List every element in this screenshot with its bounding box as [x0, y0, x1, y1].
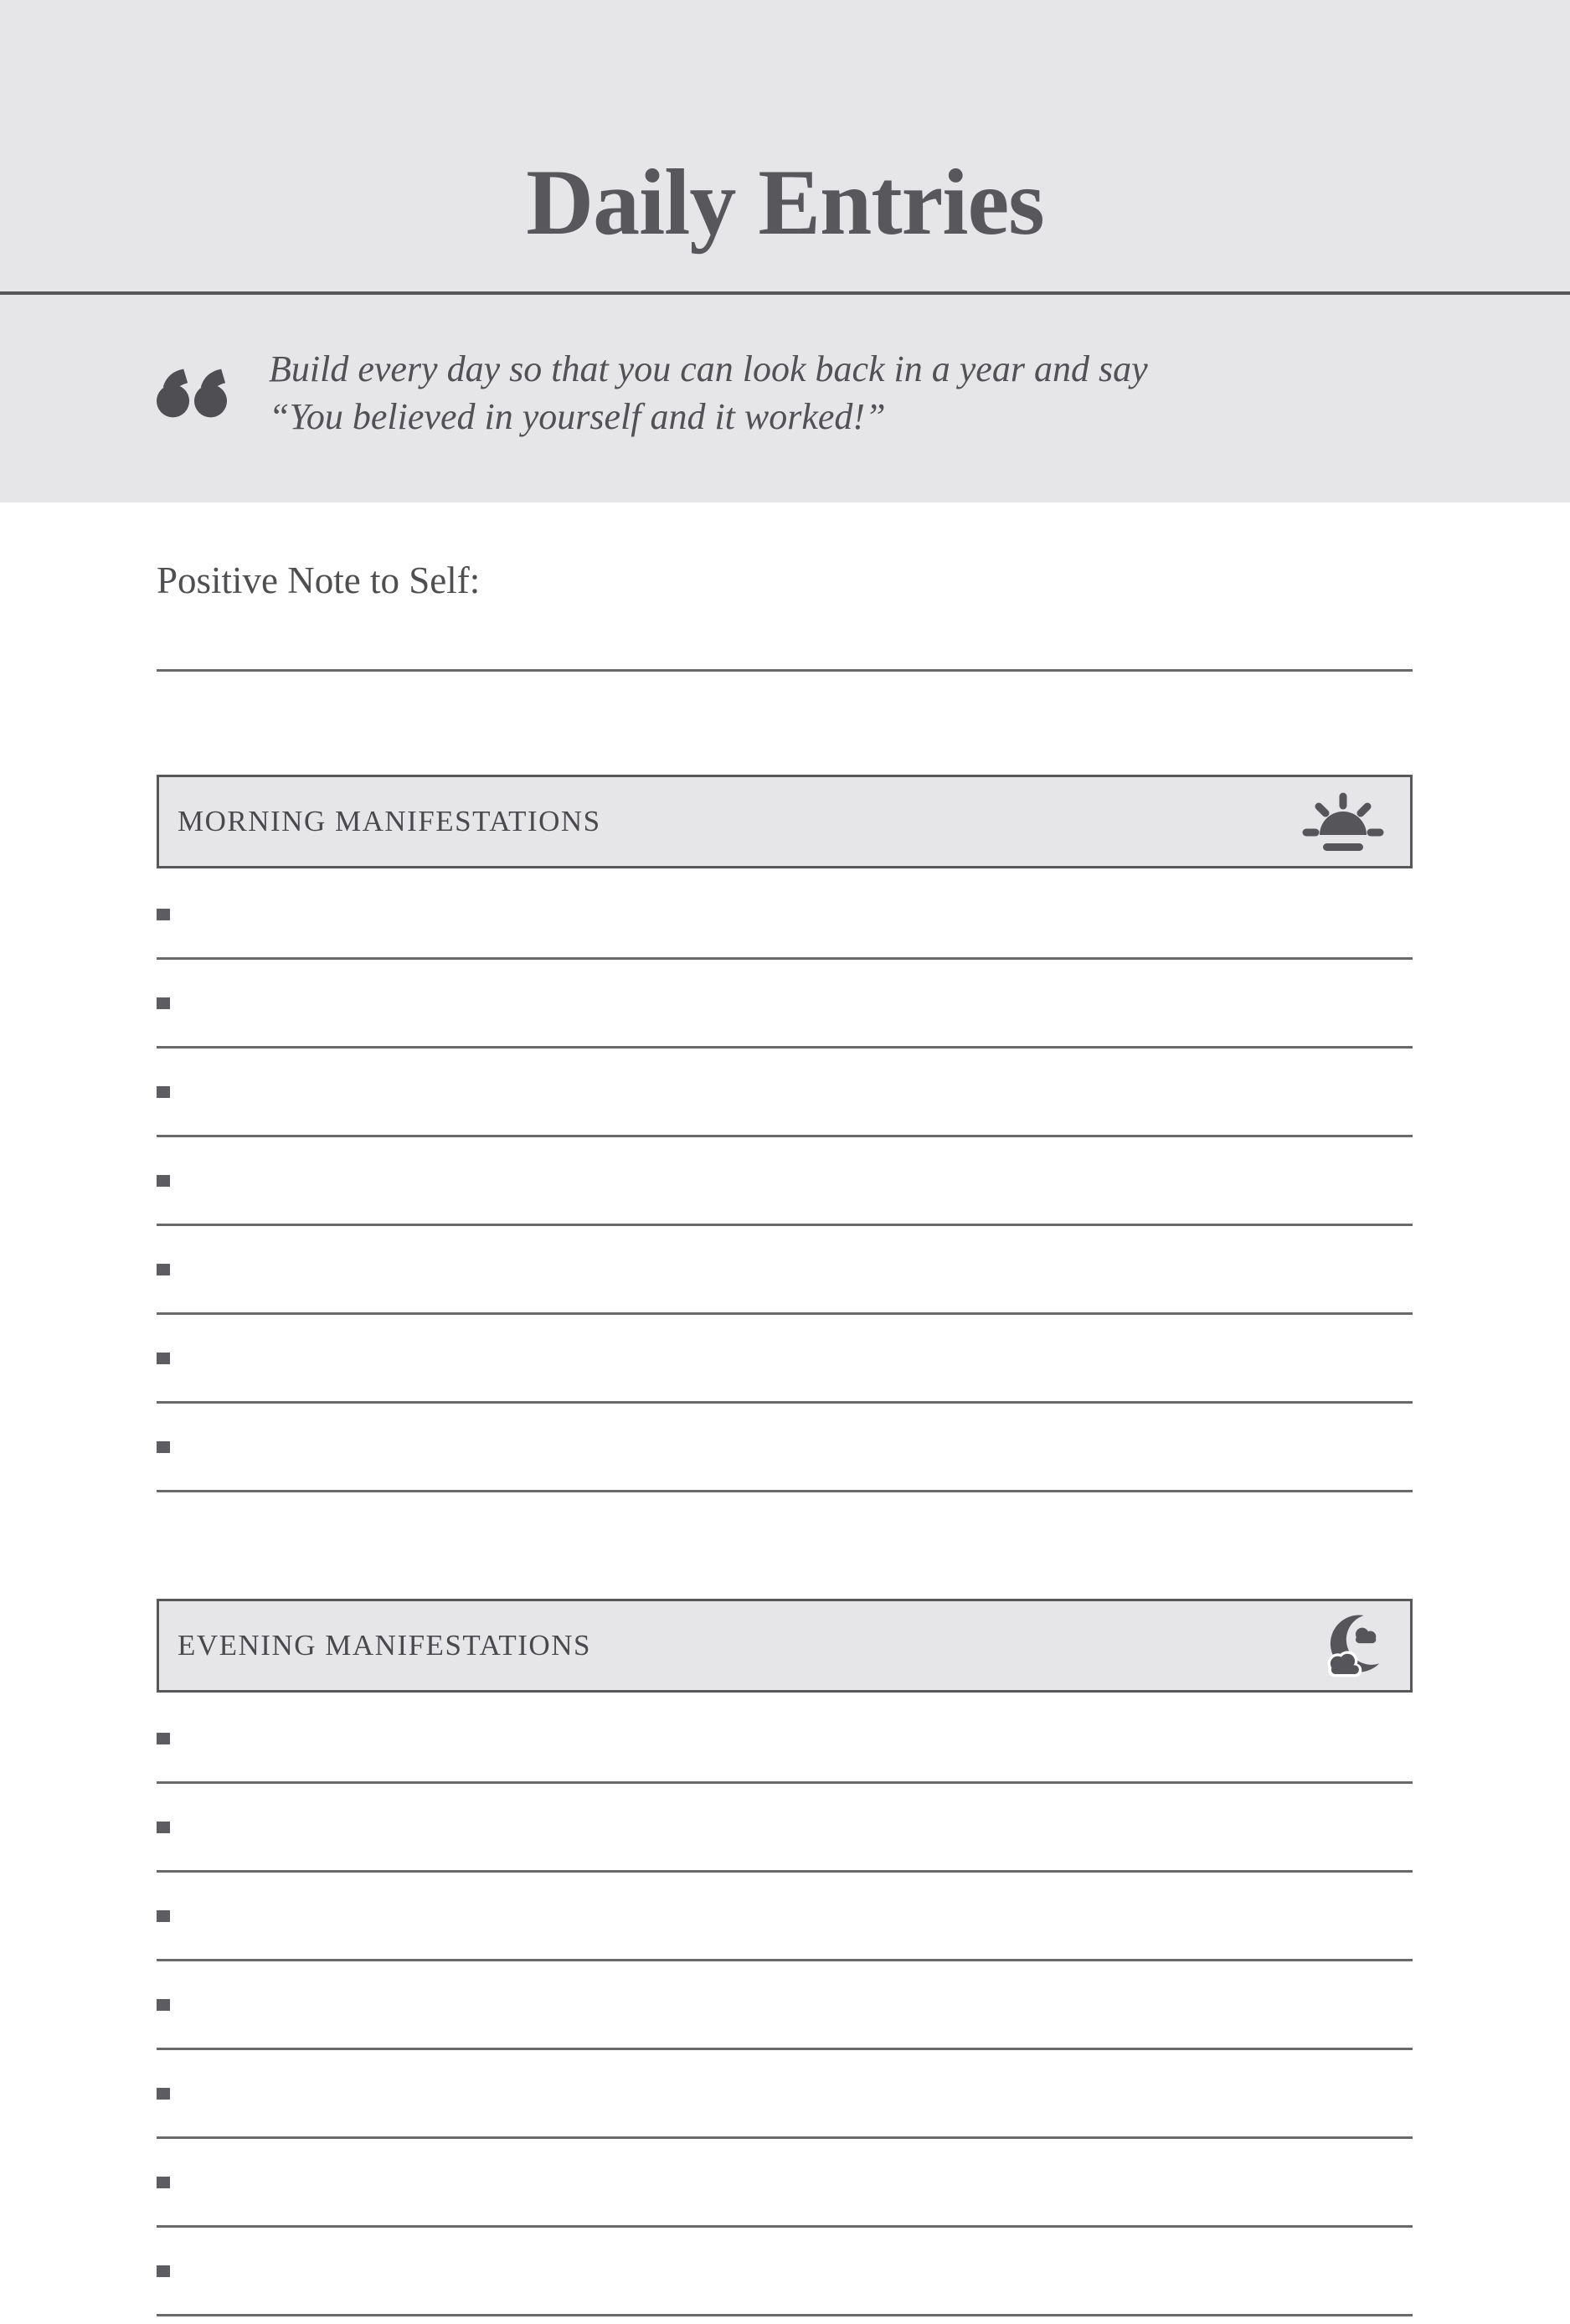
- manifestation-row[interactable]: [157, 1086, 1413, 1137]
- evening-section-label: EVENING MANIFESTATIONS: [178, 1629, 591, 1662]
- manifestation-row[interactable]: [157, 2177, 1413, 2228]
- manifestation-row[interactable]: [157, 1733, 1413, 1784]
- page-content: [0, 558, 1570, 2316]
- morning-section-header: [157, 775, 1413, 868]
- evening-list: [157, 1733, 1413, 2316]
- page-title: Daily Entries: [526, 151, 1044, 255]
- manifestation-row[interactable]: [157, 2088, 1413, 2139]
- morning-list: [157, 909, 1413, 1492]
- quote-line-2: “You believed in yourself and it worked!”: [269, 396, 886, 437]
- double-quote-icon: [157, 368, 229, 419]
- manifestation-row[interactable]: [157, 1175, 1413, 1226]
- moon-clouds-icon: [1326, 1613, 1385, 1678]
- manifestation-row[interactable]: [157, 2265, 1413, 2316]
- sunrise-icon: [1301, 791, 1385, 853]
- square-bullet-icon: [157, 2088, 170, 2100]
- square-bullet-icon: [157, 997, 170, 1009]
- manifestation-row[interactable]: [157, 1353, 1413, 1404]
- quote-block: [0, 295, 1570, 502]
- quote-text: [269, 345, 1148, 441]
- positive-note-line[interactable]: [157, 669, 1413, 672]
- square-bullet-icon: [157, 1999, 170, 2011]
- square-bullet-icon: [157, 1822, 170, 1833]
- manifestation-row[interactable]: [157, 1999, 1413, 2050]
- square-bullet-icon: [157, 1086, 170, 1098]
- square-bullet-icon: [157, 1441, 170, 1453]
- square-bullet-icon: [157, 1264, 170, 1275]
- square-bullet-icon: [157, 2177, 170, 2188]
- morning-section-label: MORNING MANIFESTATIONS: [178, 805, 601, 837]
- quote-line-1: Build every day so that you can look back in a year and say: [269, 348, 1148, 389]
- manifestation-row[interactable]: [157, 1822, 1413, 1873]
- positive-note-label: Positive Note to Self:: [157, 559, 481, 601]
- manifestation-row[interactable]: [157, 1441, 1413, 1492]
- manifestation-row[interactable]: [157, 1264, 1413, 1315]
- square-bullet-icon: [157, 1910, 170, 1922]
- square-bullet-icon: [157, 2265, 170, 2277]
- manifestation-row[interactable]: [157, 909, 1413, 960]
- evening-section-header: [157, 1599, 1413, 1693]
- page-header: [0, 0, 1570, 295]
- square-bullet-icon: [157, 909, 170, 920]
- square-bullet-icon: [157, 1733, 170, 1744]
- square-bullet-icon: [157, 1175, 170, 1187]
- square-bullet-icon: [157, 1353, 170, 1364]
- manifestation-row[interactable]: [157, 1910, 1413, 1961]
- manifestation-row[interactable]: [157, 997, 1413, 1049]
